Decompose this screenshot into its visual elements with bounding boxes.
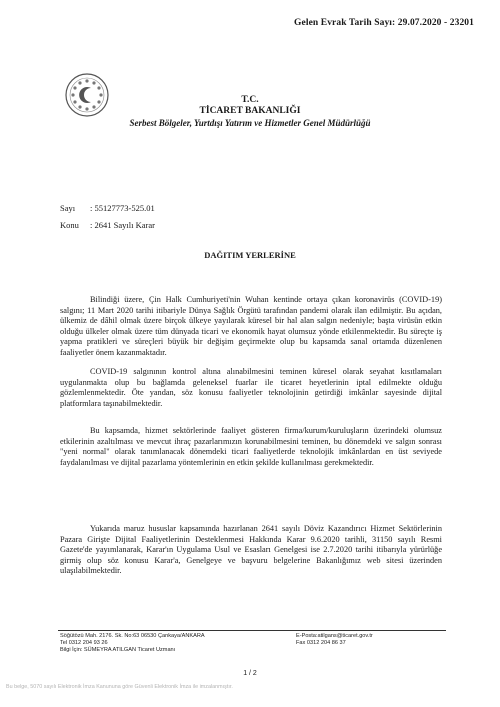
footer-info: Bilgi İçin: SÜMEYRA ATILGAN Ticaret Uzmanı	[60, 647, 176, 653]
footer-divider	[58, 630, 446, 631]
doc-number-label: Sayı	[60, 203, 76, 213]
ministry-title: TİCARET BAKANLIĞI	[199, 106, 301, 116]
footer-fax: Fax 0312 204 86 37	[296, 640, 346, 646]
page-number: 1 / 2	[243, 670, 257, 677]
distribution-heading: DAĞITIM YERLERİNE	[204, 250, 296, 260]
e-signature-note: Bu belge, 5070 sayılı Elektronik İmza Kanununa göre Güvenli Elektronik İmza ile imzalanmıştır.	[6, 684, 233, 690]
footer-address: Söğütözü Mah. 2176. Sk. No:63 06530 Çankaya/ANKARA	[60, 633, 205, 639]
doc-subject-value: : 2641 Sayılı Karar	[90, 220, 155, 230]
body-paragraph-4: Yukarıda maruz hususlar kapsamında hazırlanan 2641 sayılı Döviz Kazandırıcı Hizmet Sektörlerinin Pazara Girişte Dijital Faaliyetlerinin Desteklenmesi Hakkında Karar 9.6.2020 tarihli, 31150 sayılı Resmi Gazete'de yayımlanarak, Karar'ın Uygulama Usul ve Esasları Genelgesi ise 2.7.2020 tarihi itibarıyla yürürlüğe girmiş olup söz konusu Karar'a, Genelgeye ve başvuru belgelerine Bakanlığımız web sitesi üzerinden ulaşılabilmektedir.	[60, 524, 442, 576]
doc-number-value: : 55127773-525.01	[90, 203, 155, 213]
incoming-doc-stamp: Gelen Evrak Tarih Sayı: 29.07.2020 - 23201	[294, 18, 474, 28]
doc-subject	[60, 220, 155, 230]
body-paragraph-3: Bu kapsamda, hizmet sektörlerinde faaliyet gösteren firma/kurum/kuruluşların üzerindeki olumsuz etkilerinin azaltılması ve mevcut ihraç pazarlarımızın korunabilmesini teminen, bu dönemdeki ve salgın sonrası "yeni normal" olarak tanımlanacak dönemdeki ticari faaliyetlerde teknolojik imkânlardan en üst seviyede faydalanılması ve dijital pazarlama yöntemlerinin en etkin şekilde kullanılması gerekmektedir.	[60, 426, 442, 467]
body-paragraph-1: Bilindiği üzere, Çin Halk Cumhuriyeti'nin Wuhan kentinde ortaya çıkan koronavirüs (COVID-19) salgını; 11 Mart 2020 tarihi itibariyle Dünya Sağlık Örgütü tarafından pandemi olarak ilan edilmiştir. Bu açıdan, ülkemiz de dâhil olmak üzere birçok ülkeye yayılarak küresel bir hal alan salgın nedeniyle; başta virüsün etkin olduğu ülkeler olmak üzere tüm dünyada ticari ve ekonomik hayat olumsuz yönde etkilenmektedir. Bu süreçte iş yapma pratikleri ve süreçleri büyük bir değişim geçirmekte olup bu kapsamda sanal ortamda düzenlenen faaliyetler önem kazanmaktadır.	[60, 295, 442, 357]
department-title: Serbest Bölgeler, Yurtdışı Yatırım ve Hizmetler Genel Müdürlüğü	[129, 118, 371, 128]
footer-left	[60, 633, 270, 654]
footer-email: E-Posta:atilgans@ticaret.gov.tr	[296, 633, 373, 639]
footer-right	[296, 633, 456, 647]
body-paragraph-2: COVID-19 salgınının kontrol altına alınabilmesini teminen küresel olarak seyahat kısıtlamaları uygulanmakta olup bu bağlamda geleneksel fuarlar ile ticaret heyetlerinin iptal edilmekte olduğu gözlemlenmektedir. Öte yandan, söz konusu faaliyetler teknolojinin getirdiği imkânlar sayesinde dijital platformlara taşınabilmektedir.	[60, 367, 442, 408]
doc-number	[60, 203, 155, 213]
footer-tel: Tel 0312 204 93 26	[60, 640, 108, 646]
doc-subject-label: Konu	[60, 220, 79, 230]
republic-label: T.C.	[241, 95, 259, 105]
